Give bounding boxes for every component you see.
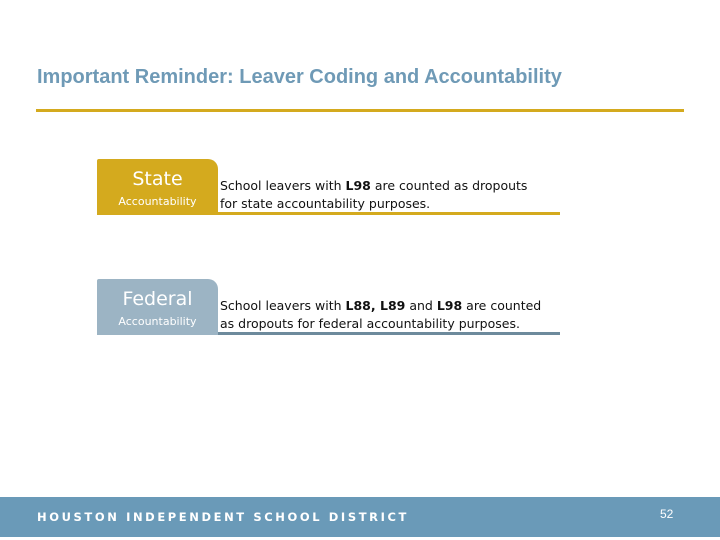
state-accountability-tab — [97, 159, 218, 215]
federal-codes-l88-l89: L88, L89 — [345, 298, 406, 313]
state-underline — [218, 212, 560, 215]
federal-line1-post: are counted — [462, 298, 542, 313]
federal-tab-title: Federal — [122, 288, 193, 310]
federal-code-l98: L98 — [436, 298, 463, 313]
state-description — [220, 177, 560, 213]
state-tab-title: State — [132, 168, 183, 190]
page-number: 52 — [660, 507, 674, 521]
federal-tab-subtitle: Accountability — [118, 315, 197, 328]
slide-title: Important Reminder: Leaver Coding and Accountability — [37, 66, 562, 88]
federal-tab-base — [97, 332, 218, 335]
federal-description — [220, 297, 560, 333]
state-description-line1 — [220, 177, 560, 195]
footer-bar — [0, 497, 720, 537]
state-line1-pre: School leavers with — [220, 178, 346, 193]
state-description-line2: for state accountability purposes. — [220, 196, 431, 211]
federal-accountability-tab — [97, 279, 218, 335]
state-code-l98: L98 — [345, 178, 371, 193]
federal-line1-pre: School leavers with — [220, 298, 346, 313]
state-line1-post: are counted as dropouts — [370, 178, 528, 193]
title-divider — [36, 109, 684, 112]
federal-description-line2: as dropouts for federal accountability purposes. — [220, 316, 520, 331]
federal-description-line1 — [220, 297, 560, 315]
federal-underline — [218, 332, 560, 335]
state-tab-base — [97, 212, 218, 215]
organization-name: HOUSTON INDEPENDENT SCHOOL DISTRICT — [37, 510, 409, 524]
federal-line1-mid: and — [405, 298, 437, 313]
state-tab-subtitle: Accountability — [118, 195, 197, 208]
